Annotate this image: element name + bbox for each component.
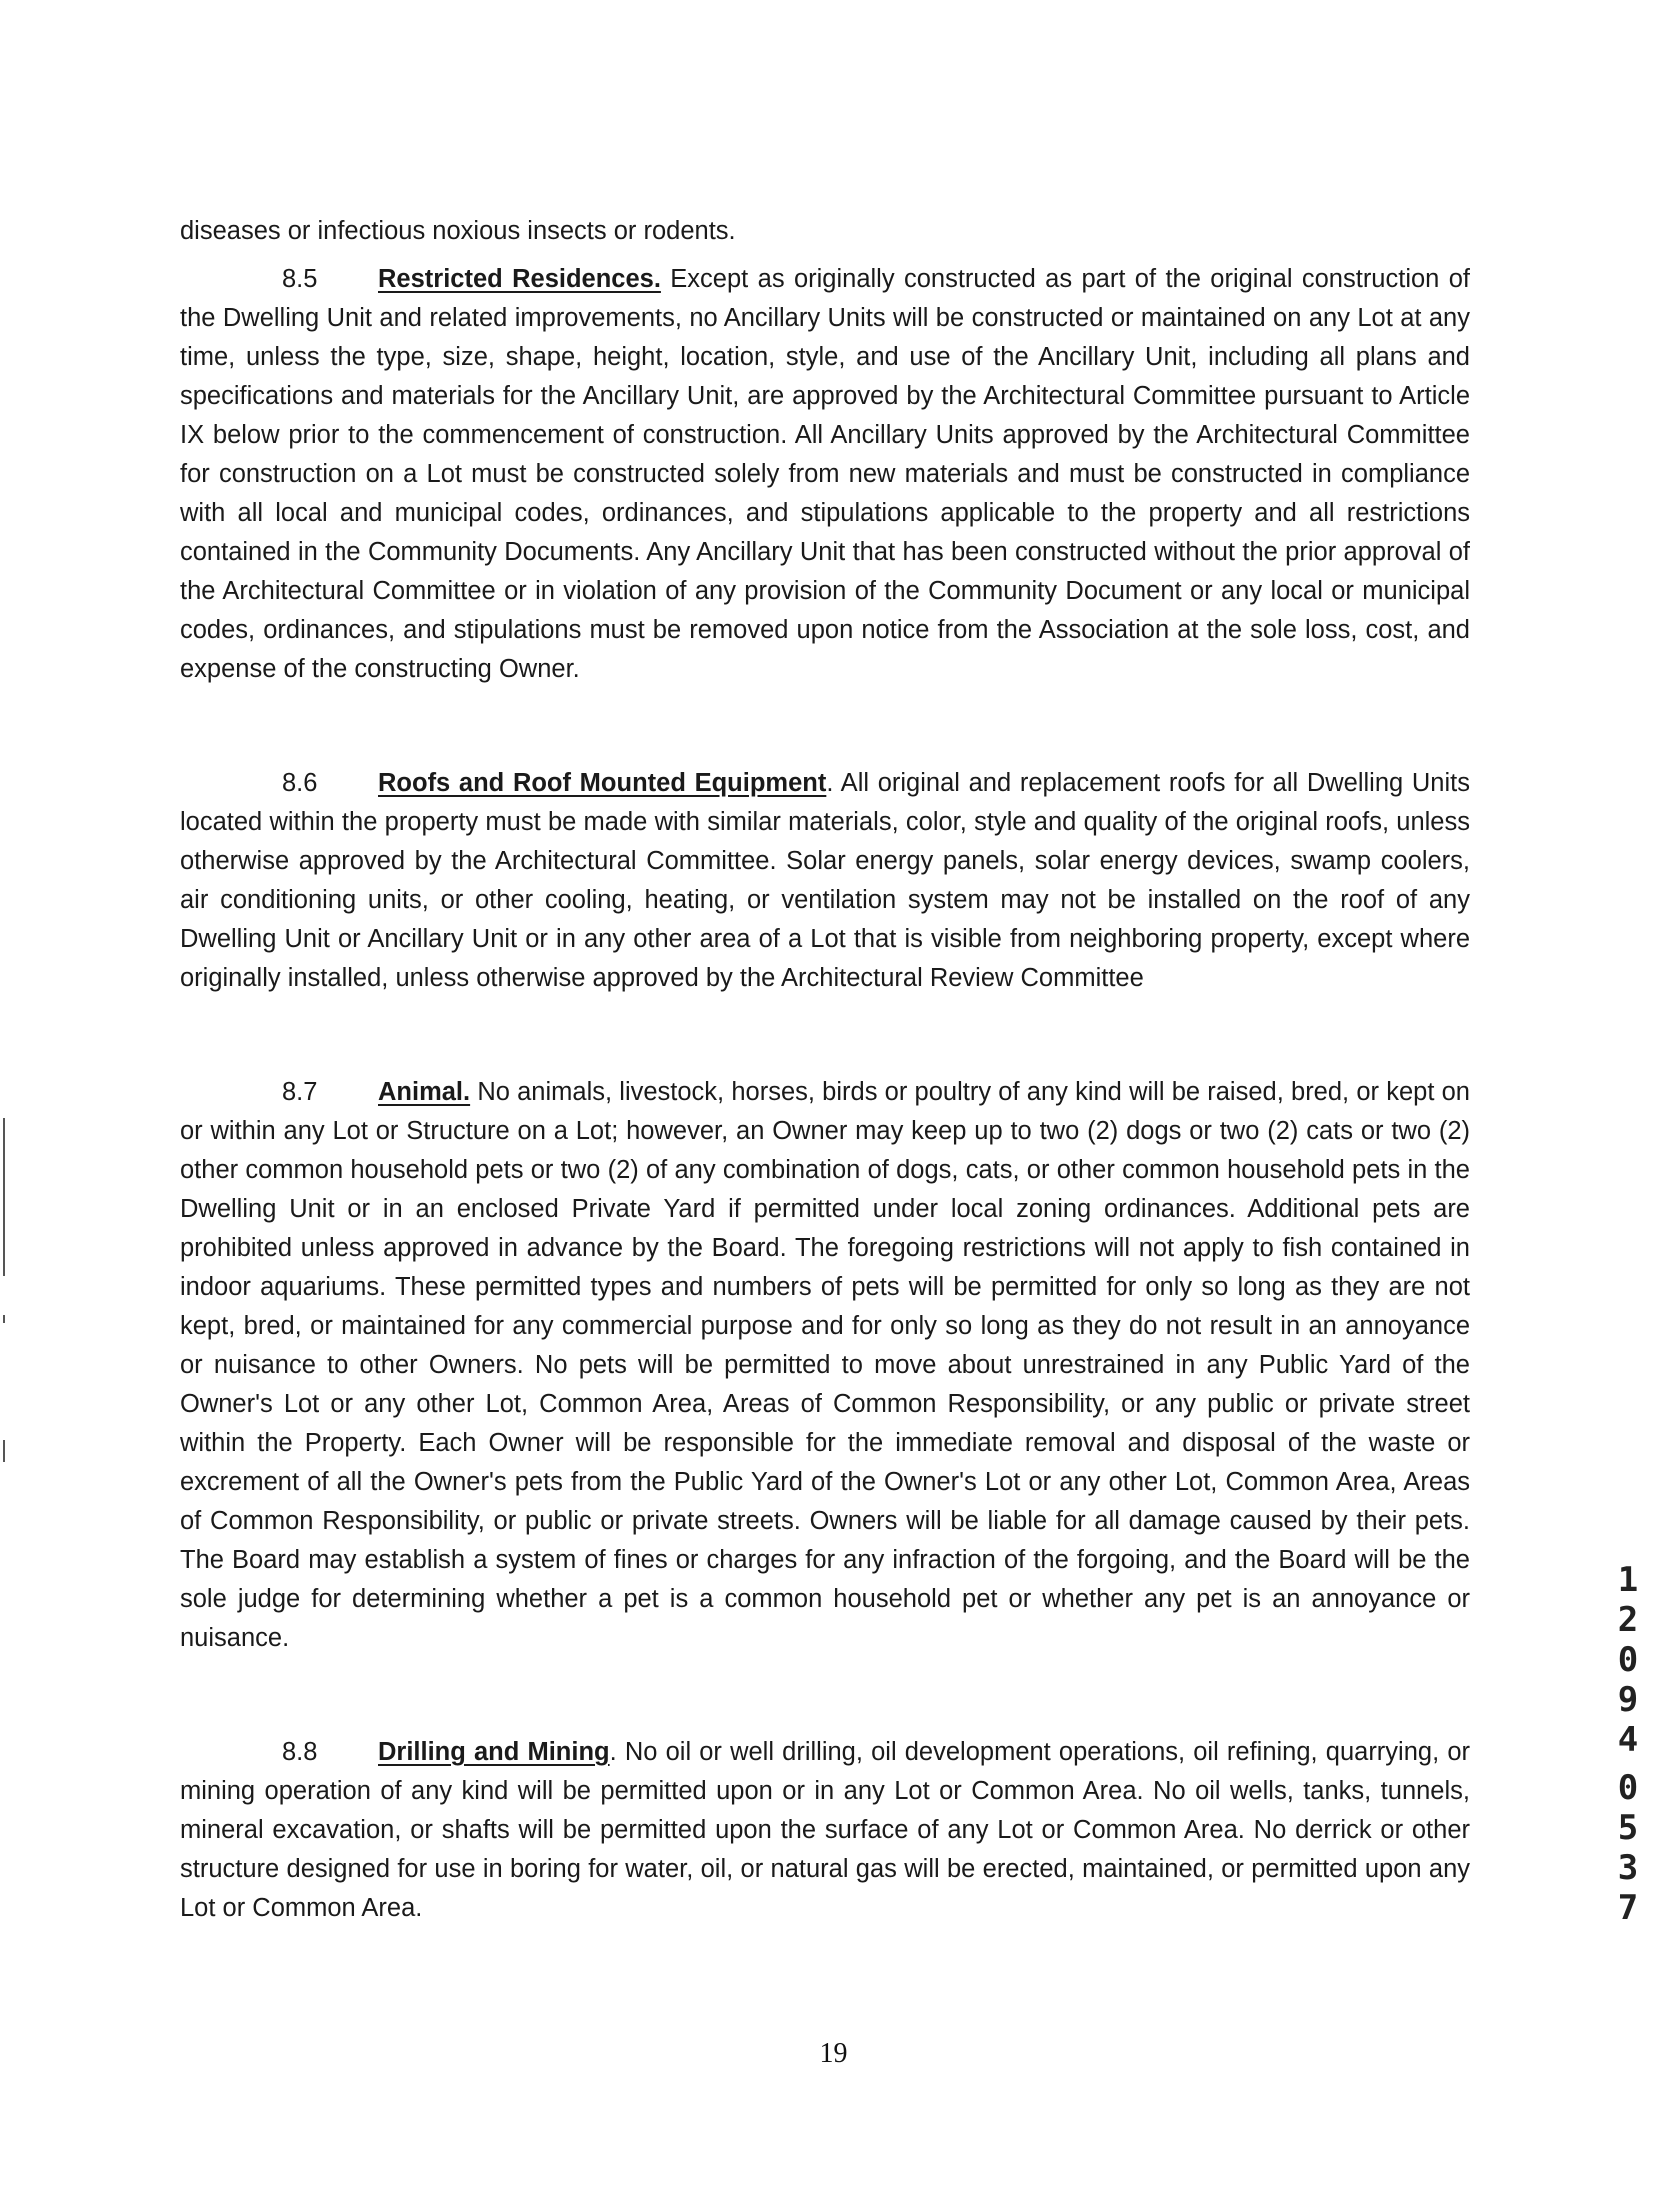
section-8-7 — [180, 1073, 1470, 1658]
margin-stamp-bottom — [1608, 1768, 1648, 1928]
scan-edge-mark — [3, 1440, 5, 1462]
section-title: Drilling and Mining — [378, 1738, 610, 1766]
section-number: 8.8 — [282, 1738, 318, 1766]
margin-stamp-top — [1608, 1560, 1648, 1760]
stamp-digit: 9 — [1617, 1680, 1639, 1720]
section-title: Animal. — [378, 1078, 471, 1106]
section-body: . All original and replacement roofs for all Dwelling Units located within the property must be made with similar materials, color, style and quality of the original roofs, unless otherwise approved by the Architectural Committee. Solar energy panels, solar energy devices, swamp coolers, air conditioning units, or other cooling, heating, or ventilation system may not be installed on the roof of any Dwelling Unit or Ancillary Unit or in any other area of a Lot that is visible from neighboring property, except where originally installed, unless otherwise approved by the Architectural Review Committee — [180, 769, 1470, 992]
section-title: Roofs and Roof Mounted Equipment — [378, 769, 827, 797]
section-body: . No oil or well drilling, oil development operations, oil refining, quarrying, or mining operation of any kind will be permitted upon or in any Lot or Common Area. No oil wells, tanks, tunnels, mineral excavation, or shafts will be permitted upon the surface of any Lot or Common Area. No derrick or other structure designed for use in boring for water, oil, or natural gas will be erected, maintained, or permitted upon any Lot or Common Area. — [180, 1738, 1470, 1922]
stamp-digit: 0 — [1617, 1640, 1639, 1680]
section-number: 8.5 — [282, 265, 318, 293]
section-8-6 — [180, 764, 1470, 998]
section-8-5 — [180, 260, 1470, 689]
stamp-digit: 3 — [1617, 1848, 1639, 1888]
stamp-digit: 1 — [1617, 1560, 1639, 1600]
scan-edge-mark — [3, 1315, 5, 1323]
page-number: 19 — [819, 2038, 848, 2069]
section-body: Except as originally constructed as part of the original construction of the Dwelling Unit and related improvements, no Ancillary Units will be constructed or maintained on any Lot at any time, unless the type, size, shape, height, location, style, and use of the Ancillary Unit, including all plans and specifications and materials for the Ancillary Unit, are approved by the Architectural Committee pursuant to Article IX below prior to the commencement of construction. All Ancillary Units approved by the Architectural Committee for construction on a Lot must be constructed solely from new materials and must be constructed in compliance with all local and municipal codes, ordinances, and stipulations applicable to the property and all restrictions contained in the Community Documents. Any Ancillary Unit that has been constructed without the prior approval of the Architectural Committee or in violation of any provision of the Community Document or any local or municipal codes, ordinances, and stipulations must be removed upon notice from the Association at the sole loss, cost, and expense of the constructing Owner. — [180, 265, 1470, 683]
stamp-digit: 5 — [1617, 1808, 1639, 1848]
stamp-digit: 2 — [1617, 1600, 1639, 1640]
stamp-digit: 7 — [1617, 1888, 1639, 1928]
section-body: No animals, livestock, horses, birds or poultry of any kind will be raised, bred, or kept on or within any Lot or Structure on a Lot; however, an Owner may keep up to two (2) dogs or two (2) cats or two (2) other common household pets or two (2) of any combination of dogs, cats, or other common household pets in the Dwelling Unit or in an enclosed Private Yard if permitted under local zoning ordinances. Additional pets are prohibited unless approved in advance by the Board. The foregoing restrictions will not apply to fish contained in indoor aquariums. These permitted types and numbers of pets will be permitted for only so long as they are not kept, bred, or maintained for any commercial purpose and for only so long as they do not result in an annoyance or nuisance to other Owners. No pets will be permitted to move about unrestrained in any Public Yard of the Owner's Lot or any other Lot, Common Area, Areas of Common Responsibility, or any public or private street within the Property. Each Owner will be responsible for the immediate removal and disposal of the waste or excrement of all the Owner's pets from the Public Yard of the Owner's Lot or any other Lot, Common Area, Areas of Common Responsibility, or public or private streets. Owners will be liable for all damage caused by their pets. The Board may establish a system of fines or charges for any infraction of the forgoing, and the Board will be the sole judge for determining whether a pet is a common household pet or whether any pet is an annoyance or nuisance. — [180, 1078, 1470, 1652]
continued-fragment: diseases or infectious noxious insects or rodents. — [180, 216, 736, 245]
section-number: 8.6 — [282, 769, 318, 797]
section-number: 8.7 — [282, 1078, 318, 1106]
section-title: Restricted Residences. — [378, 265, 661, 293]
section-8-8 — [180, 1733, 1470, 1928]
stamp-digit: 0 — [1617, 1768, 1639, 1808]
stamp-digit: 4 — [1617, 1720, 1639, 1760]
scan-edge-mark — [3, 1118, 5, 1276]
